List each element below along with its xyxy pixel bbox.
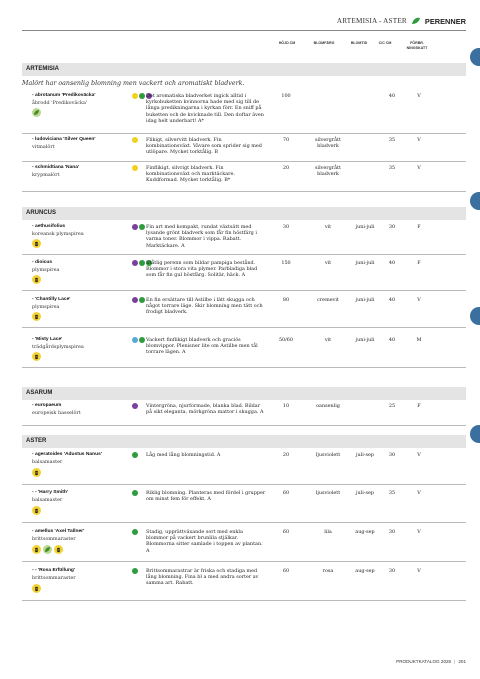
height-value: 150 bbox=[281, 260, 291, 266]
color-value: oansenlig bbox=[316, 403, 340, 409]
plant-name: - dioicus bbox=[32, 260, 53, 265]
badges bbox=[32, 506, 41, 515]
light-indicator bbox=[132, 297, 145, 303]
table-row bbox=[22, 137, 466, 162]
cc-value: 40 bbox=[388, 337, 396, 343]
halfshade-dot-icon bbox=[132, 490, 138, 496]
plant-common-name: åbrodd 'Predikoväcka' bbox=[32, 100, 88, 106]
section-heading: ASTER bbox=[26, 438, 47, 444]
bee-badge-icon bbox=[54, 545, 63, 554]
color-value: silvergrått bladverk bbox=[315, 137, 341, 149]
section-band-asarum bbox=[22, 387, 466, 400]
plant-name: - ageratoides 'Adustus Nanus' bbox=[32, 452, 102, 457]
zone-value: V bbox=[417, 297, 421, 303]
col-height: HÖJD CM bbox=[278, 41, 296, 45]
height-value: 60 bbox=[282, 490, 290, 496]
zone-value: F bbox=[417, 224, 421, 230]
table-row bbox=[22, 224, 466, 255]
section-heading: ARUNCUS bbox=[26, 210, 56, 216]
bloom-value: aug-sep bbox=[355, 568, 375, 574]
plant-common-name: balsamaster bbox=[32, 459, 63, 465]
zone-value: V bbox=[417, 165, 421, 171]
bloom-value: juli-sep bbox=[356, 490, 374, 496]
plant-common-name: balsamaster bbox=[32, 497, 63, 503]
leaf-badge-icon bbox=[32, 108, 41, 117]
footer-separator: | bbox=[454, 659, 456, 664]
page-number: 201 bbox=[458, 659, 466, 664]
table-row bbox=[22, 568, 466, 601]
table-row bbox=[22, 260, 466, 291]
shade-dot-icon bbox=[132, 403, 138, 409]
zone-value: M bbox=[416, 337, 422, 343]
catalog-name: PRODUKTKATALOG 2026 bbox=[396, 659, 452, 664]
sun-dot-icon bbox=[132, 137, 138, 143]
plant-description: Fin art med kompakt, rundat växtsätt med lysande grönt bladverk som får fin höstfärg i varma toner. Blommor i vippa. Rabatt. Marktäckare. A bbox=[146, 224, 257, 249]
cc-value: 40 bbox=[388, 93, 396, 99]
light-indicator bbox=[132, 490, 138, 496]
plant-name: - - 'Harry Smith' bbox=[32, 490, 69, 495]
cc-value: 30 bbox=[388, 529, 396, 535]
light-indicator bbox=[132, 452, 138, 458]
light-indicator bbox=[132, 529, 138, 535]
table-row bbox=[22, 490, 466, 523]
breadcrumb: ARTEMISIA - ASTER bbox=[336, 17, 407, 25]
halfshade-dot-icon bbox=[132, 529, 138, 535]
section-description: Malört har oansenlig blomning men vackert och aromatiskt bladverk. bbox=[22, 80, 245, 87]
bee-badge-icon bbox=[32, 275, 41, 284]
zone-value: V bbox=[417, 93, 421, 99]
page-header bbox=[337, 14, 466, 28]
plant-description: Vintergröna, njurformade, blanka blad. Bildar på sikt eleganta, mörkgröna mattor i skugga. A bbox=[146, 403, 264, 416]
halfshade-dot-icon bbox=[139, 260, 145, 266]
badges bbox=[32, 312, 41, 321]
table-row bbox=[22, 165, 466, 192]
plant-common-name: plymspirea bbox=[32, 304, 60, 310]
page-footer bbox=[396, 659, 466, 664]
section-heading: ASARUM bbox=[26, 390, 53, 396]
plant-name: - schmidtiana 'Nana' bbox=[32, 165, 80, 170]
cc-value: 35 bbox=[388, 137, 396, 143]
bee-badge-icon bbox=[32, 545, 41, 554]
light-indicator bbox=[132, 403, 138, 409]
bee-badge-icon bbox=[32, 239, 41, 248]
plant-description: Vackert finflikigt bladverk och graciös blomvippor. Plenisner lite om Astilbe men tål torrare lägen. A bbox=[146, 337, 258, 356]
bloom-value: juni-juli bbox=[355, 224, 375, 230]
plant-common-name: brittsommaraster bbox=[32, 575, 76, 581]
leaf-badge-icon bbox=[43, 545, 52, 554]
table-row bbox=[22, 452, 466, 485]
plant-common-name: trädgårdsplymspirea bbox=[32, 344, 84, 350]
halfshade-dot-icon bbox=[139, 337, 145, 343]
plant-description: Finflikigt, silvrigt bladverk. Fin kombinationsväxt och marktäckare. Kuddformad. Mycket torktålig. B* bbox=[146, 165, 235, 184]
color-value: lila bbox=[324, 529, 332, 535]
plant-name: - aethusifolius bbox=[32, 224, 66, 229]
table-row bbox=[22, 93, 466, 134]
height-value: 100 bbox=[281, 93, 291, 99]
plant-common-name: europeisk hasselört bbox=[32, 410, 81, 416]
plant-description: Riklig blomning. Planteras med fördel i grupper om minst fem för effekt. A bbox=[146, 490, 266, 503]
header-divider bbox=[22, 30, 466, 31]
height-value: 80 bbox=[282, 297, 290, 303]
halfshade-dot-icon bbox=[139, 297, 145, 303]
cc-value: 30 bbox=[388, 452, 396, 458]
sun-dot-icon bbox=[132, 93, 138, 99]
plant-description: Ståtlig perenn som bildar pampiga bestånd. Blommor i stora vita plymer. Parbladiga blad som får fin gul höstfärg. Solitär, häck. A bbox=[146, 260, 258, 279]
plant-common-name: plymspirea bbox=[32, 267, 60, 273]
height-value: 20 bbox=[282, 165, 290, 171]
plant-common-name: vitmalört bbox=[32, 144, 55, 150]
color-value: vit bbox=[324, 337, 332, 343]
color-value: vit bbox=[324, 260, 332, 266]
side-tab bbox=[470, 192, 480, 210]
zone-value: F bbox=[417, 403, 421, 409]
plant-name: - 'Chantilly Lace' bbox=[32, 297, 71, 302]
badges bbox=[32, 468, 41, 477]
plant-description: Flikigt, silvervitt bladverk. Fin kombinationsväxt. Vävare som sprider sig med utlöpare. Mycket torktålig. B bbox=[146, 137, 262, 156]
halfshade-dot-icon bbox=[132, 568, 138, 574]
col-cc: C/C CM bbox=[378, 41, 392, 45]
shade-dot-icon bbox=[132, 260, 138, 266]
plant-description: Det aromatiska bladverket ingick alltid i kyrkobuketten kvinnorna hade med sig till de långa predikningarna i kyrkan förr. En sniff på buketten och de kvicknade till. Den doftar även idag helt underbart! A* bbox=[146, 93, 264, 124]
sun-dot-icon bbox=[132, 165, 138, 171]
cc-value: 40 bbox=[388, 260, 396, 266]
leaf-icon bbox=[411, 17, 421, 25]
side-tab bbox=[470, 425, 480, 443]
color-value: rosa bbox=[322, 568, 334, 574]
light-indicator bbox=[132, 137, 138, 143]
cc-value: 30 bbox=[388, 224, 396, 230]
bloom-value: juni-juli bbox=[355, 260, 375, 266]
halfshade-dot-icon bbox=[139, 93, 145, 99]
color-value: cremevit bbox=[317, 297, 339, 303]
table-row bbox=[22, 529, 466, 562]
plant-common-name: krypmalört bbox=[32, 172, 60, 178]
badges bbox=[32, 352, 41, 361]
section-band-artemisia bbox=[22, 63, 466, 76]
height-value: 30 bbox=[282, 224, 290, 230]
col-bloom-time: BLOMTID bbox=[350, 41, 368, 45]
plant-description: Låg med lång blomningstid. A bbox=[146, 452, 221, 458]
light-indicator bbox=[132, 568, 138, 574]
cc-value: 30 bbox=[388, 568, 396, 574]
bee-badge-icon bbox=[32, 468, 41, 477]
bloom-value: juni-juli bbox=[355, 297, 375, 303]
col-zone: FÖRBR. NINGSKATT bbox=[406, 41, 428, 50]
halfshade-dot-icon bbox=[139, 224, 145, 230]
column-headers bbox=[22, 39, 466, 57]
table-row bbox=[22, 337, 466, 368]
badges bbox=[32, 545, 63, 554]
zone-value: V bbox=[417, 490, 421, 496]
bee-badge-icon bbox=[32, 506, 41, 515]
badges bbox=[32, 108, 41, 117]
height-value: 60 bbox=[282, 529, 290, 535]
color-value: ljusviolett bbox=[315, 490, 341, 496]
color-value: vit bbox=[324, 224, 332, 230]
plant-name: - abrotanum 'Predikoväcka' bbox=[32, 93, 96, 98]
badges bbox=[32, 584, 41, 593]
halfshade-dot-icon bbox=[132, 452, 138, 458]
badges bbox=[32, 275, 41, 284]
height-value: 60 bbox=[282, 568, 290, 574]
plant-name: - amellus 'Axel Tallner' bbox=[32, 529, 85, 534]
cc-value: 35 bbox=[388, 165, 396, 171]
cc-value: 25 bbox=[388, 403, 396, 409]
zone-value: V bbox=[417, 137, 421, 143]
bloom-value: aug-sep bbox=[355, 529, 375, 535]
shade-dot-icon bbox=[132, 224, 138, 230]
plant-description: Stadig, upprättväxande sort med enkla blommor på vackert brunlila stjälkar. Blommorna sitter samlade i toppen av plantan. A bbox=[146, 529, 263, 554]
bee-badge-icon bbox=[32, 352, 41, 361]
bloom-value: juni-juli bbox=[355, 337, 375, 343]
water-dot-icon bbox=[132, 337, 138, 343]
height-value: 50/60 bbox=[278, 337, 294, 343]
side-tab bbox=[470, 48, 480, 66]
plant-name: - 'Misty Lace' bbox=[32, 337, 63, 342]
color-value: silvergrått bladverk bbox=[315, 165, 341, 177]
section-title: PERENNER bbox=[424, 16, 466, 26]
plant-common-name: brittsommaraster bbox=[32, 536, 76, 542]
height-value: 20 bbox=[282, 452, 290, 458]
badges bbox=[32, 239, 41, 248]
color-value: ljusviolett bbox=[315, 452, 341, 458]
zone-value: V bbox=[417, 568, 421, 574]
zone-value: V bbox=[417, 452, 421, 458]
cc-value: 40 bbox=[388, 297, 396, 303]
height-value: 70 bbox=[282, 137, 290, 143]
light-indicator bbox=[132, 165, 138, 171]
bee-badge-icon bbox=[32, 312, 41, 321]
plant-name: - - 'Rosa Erfüllung' bbox=[32, 568, 76, 573]
plant-name: - ludoviciana 'Silver Queen' bbox=[32, 137, 96, 142]
section-heading: ARTEMISIA bbox=[26, 66, 59, 72]
light-indicator bbox=[132, 224, 145, 230]
plant-common-name: koreansk plymspirea bbox=[32, 231, 84, 237]
bee-badge-icon bbox=[32, 584, 41, 593]
shade-dot-icon bbox=[132, 297, 138, 303]
cc-value: 35 bbox=[388, 490, 396, 496]
plant-description: Brittsommarastrar är friska och stadiga med lång blomning. Fina bl a med andra sorter av samma art. Rabatt. bbox=[146, 568, 259, 587]
col-bloom-color: BLOMFÄRG bbox=[313, 41, 335, 45]
plant-name: - europaeum bbox=[32, 403, 62, 408]
zone-value: V bbox=[417, 529, 421, 535]
bloom-value: juli-sep bbox=[356, 452, 374, 458]
table-row bbox=[22, 297, 466, 328]
side-tab bbox=[470, 307, 480, 325]
height-value: 10 bbox=[282, 403, 290, 409]
section-band-aster bbox=[22, 435, 466, 448]
light-indicator bbox=[132, 337, 145, 343]
table-row bbox=[22, 403, 466, 426]
section-band-aruncus bbox=[22, 207, 466, 220]
zone-value: F bbox=[417, 260, 421, 266]
plant-description: En fin ersättare till Astilbe i lätt skugga och något torrare läge. Skir blomning men tätt och frodigt bladverk. bbox=[146, 297, 263, 316]
